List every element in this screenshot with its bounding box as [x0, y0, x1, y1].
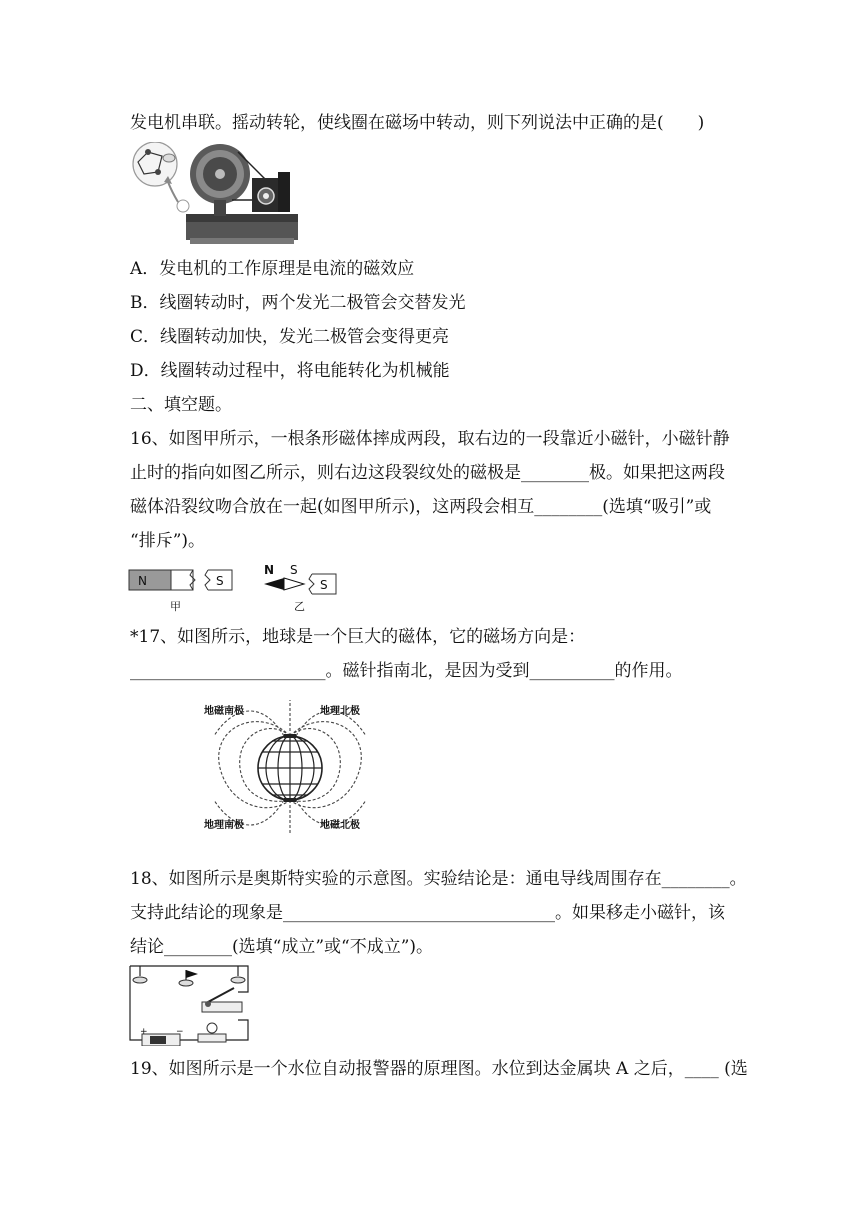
- q15-option-a: A．发电机的工作原理是电流的磁效应: [130, 259, 415, 279]
- q16-line-1: 16、如图甲所示，一根条形磁体摔成两段，取右边的一段靠近小磁针，小磁针静: [130, 429, 730, 449]
- earth-label-bottom-left: 地理南极: [204, 820, 244, 831]
- magnet-s-label: S: [216, 574, 224, 588]
- magnet-s-label-yi: S: [320, 578, 328, 592]
- battery-minus-label: −: [176, 1027, 184, 1037]
- earth-label-top-right: 地理北极: [320, 706, 360, 717]
- figure-caption-jia: 甲: [170, 600, 181, 613]
- oersted-figure: [126, 962, 260, 1046]
- figure-caption-yi: 乙: [294, 600, 305, 613]
- earth-field-figure: [200, 696, 380, 840]
- needle-n-label: N: [264, 563, 275, 577]
- q15-stem: 发电机串联。摇动转轮，使线圈在磁场中转动，则下列说法中正确的是( ): [130, 113, 705, 133]
- q15-option-c: C．线圈转动加快，发光二极管会变得更亮: [130, 327, 450, 347]
- q15-option-b: B．线圈转动时，两个发光二极管会交替发光: [130, 293, 466, 313]
- q17-line-2: _______________________。磁针指南北，是因为受到__________的作用。: [130, 661, 683, 681]
- section-title: 二、填空题。: [130, 395, 232, 415]
- q17-line-1: *17、如图所示，地球是一个巨大的磁体，它的磁场方向是：: [130, 627, 586, 647]
- battery-plus-label: +: [140, 1027, 148, 1037]
- q18-line-1: 18、如图所示是奥斯特实验的示意图。实验结论是：通电导线周围存在________。: [130, 869, 747, 889]
- q16-line-2: 止时的指向如图乙所示，则右边这段裂纹处的磁极是________极。如果把这两段: [130, 463, 725, 483]
- magnet-figure-yi: [262, 562, 342, 614]
- generator-figure: [128, 142, 300, 246]
- magnet-n-label: N: [138, 574, 147, 588]
- q15-option-d: D．线圈转动过程中，将电能转化为机械能: [130, 361, 450, 381]
- needle-s-label: S: [290, 563, 298, 577]
- q16-line-3: 磁体沿裂纹吻合放在一起(如图甲所示)，这两段会相互________(选填“吸引”或: [130, 497, 712, 517]
- earth-label-top-left: 地磁南极: [204, 706, 244, 717]
- magnet-figure-jia: [128, 566, 236, 614]
- q16-line-4: “排斥”)。: [130, 531, 206, 551]
- q18-line-2: 支持此结论的现象是________________________________。如果移走小磁针，该: [130, 903, 725, 923]
- earth-label-bottom-right: 地磁北极: [320, 820, 360, 831]
- q18-line-3: 结论________(选填“成立”或“不成立”)。: [130, 937, 434, 957]
- q19-line-1: 19、如图所示是一个水位自动报警器的原理图。水位到达金属块 A 之后，____ (选: [130, 1059, 748, 1079]
